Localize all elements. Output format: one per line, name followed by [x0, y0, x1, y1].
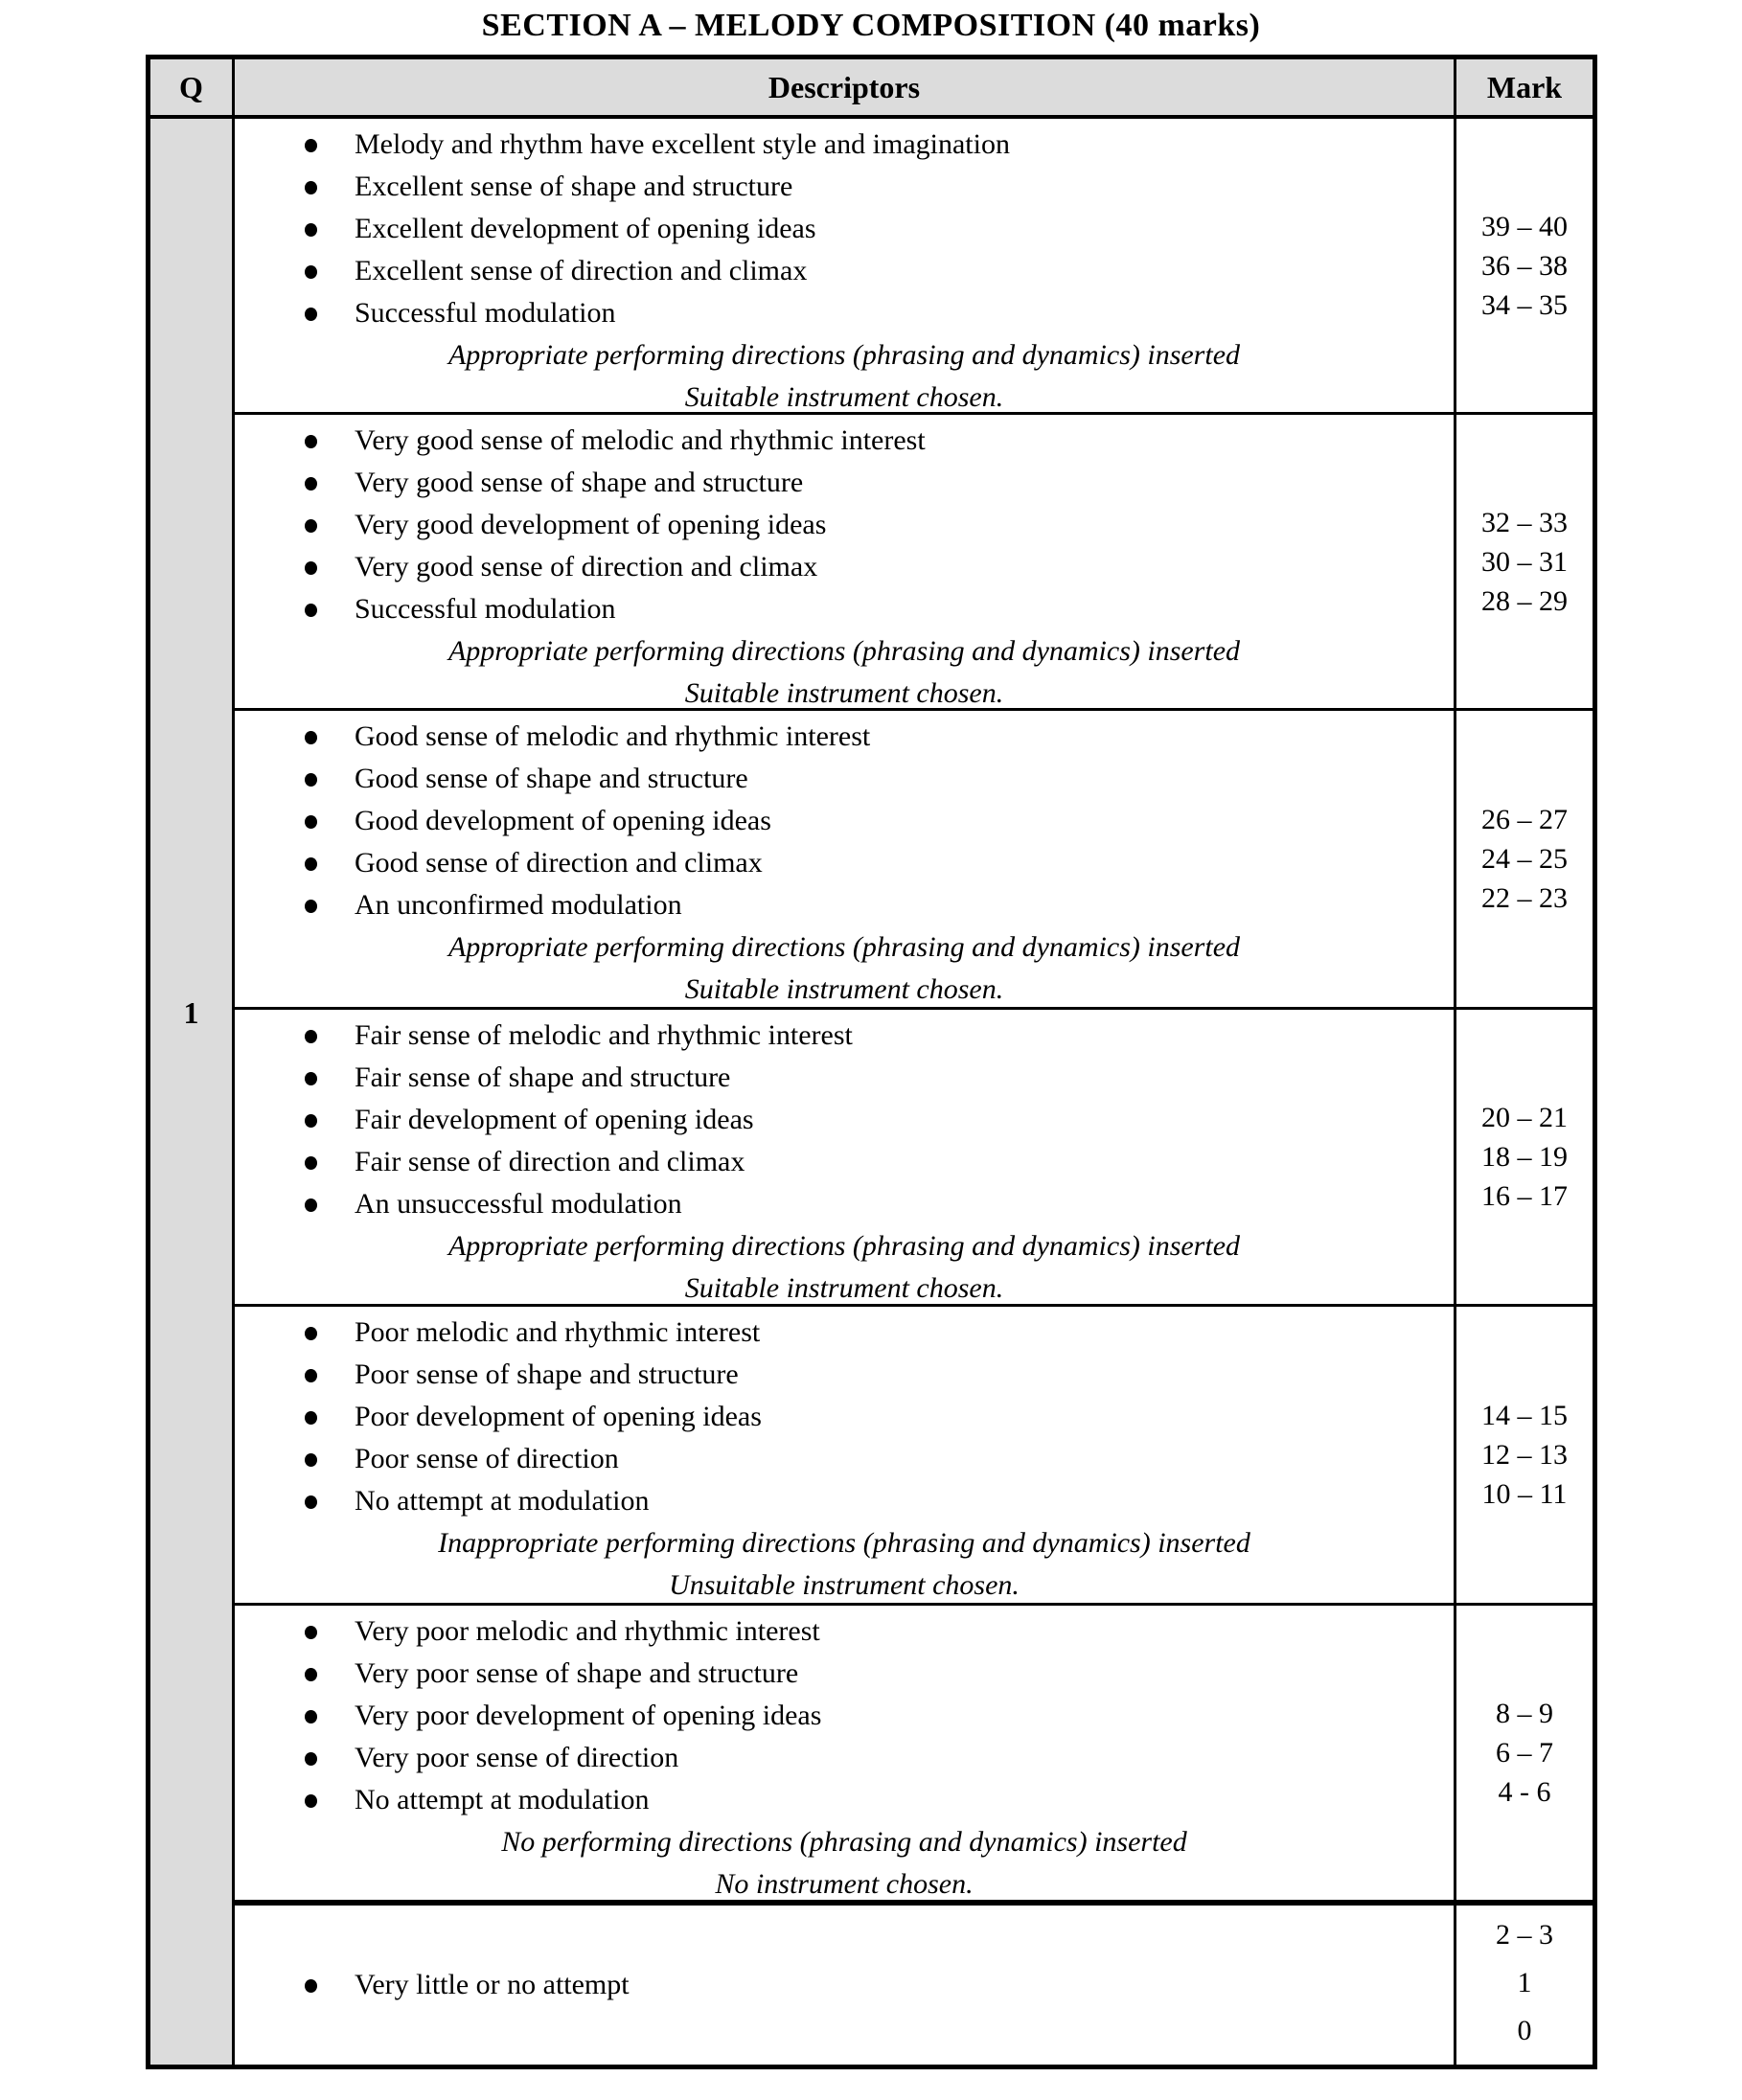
bullet-item: Very good sense of shape and structure: [235, 462, 1454, 504]
mark-cell: [1454, 711, 1593, 1007]
descriptor-row: [235, 1304, 1593, 1603]
bullet-list: [235, 716, 1454, 926]
mark-range: 28 – 29: [1481, 584, 1568, 617]
descriptors-cell: [235, 1906, 1454, 2065]
page-title: SECTION A – MELODY COMPOSITION (40 marks): [481, 8, 1261, 43]
bullet-item: Excellent sense of direction and climax: [235, 250, 1454, 292]
table-header-row: [150, 59, 1593, 119]
descriptor-row: [235, 119, 1593, 412]
bullet-item: Very little or no attempt: [235, 1964, 1454, 2006]
descriptor-row: [235, 1603, 1593, 1900]
descriptors-cell: [235, 711, 1454, 1007]
italic-note-line: No instrument chosen.: [715, 1868, 974, 1900]
mark-range: 0: [1517, 2015, 1532, 2046]
mark-range: 30 – 31: [1481, 545, 1568, 578]
bullet-item: Melody and rhythm have excellent style and imagination: [235, 124, 1454, 166]
bullet-list: [235, 420, 1454, 630]
mark-range: 2 – 3: [1496, 1919, 1553, 1951]
italic-note-line: Inappropriate performing directions (phrasing and dynamics) inserted: [438, 1527, 1250, 1559]
mark-range: 12 – 13: [1481, 1439, 1568, 1471]
bullet-item: Good sense of melodic and rhythmic interest: [235, 716, 1454, 758]
mark-range: 14 – 15: [1481, 1400, 1568, 1431]
descriptors-cell: [235, 119, 1454, 412]
mark-range: 4 - 6: [1498, 1776, 1551, 1808]
question-number: 1: [183, 995, 199, 1030]
italic-note-line: No performing directions (phrasing and dynamics) inserted: [501, 1826, 1187, 1858]
descriptor-rows: [235, 119, 1593, 2065]
italic-note-line: Appropriate performing directions (phrasing and dynamics) inserted: [447, 1230, 1241, 1262]
mark-range: 20 – 21: [1481, 1102, 1568, 1133]
bullet-item: Excellent development of opening ideas: [235, 208, 1454, 250]
mark-cell: [1454, 1307, 1593, 1603]
descriptors-cell: [235, 1307, 1454, 1603]
descriptor-row: [235, 708, 1593, 1007]
bullet-item: Successful modulation: [235, 292, 1454, 334]
mark-range: 32 – 33: [1481, 506, 1568, 538]
bullet-item: Very poor sense of direction: [235, 1737, 1454, 1779]
mark-range: 34 – 35: [1481, 288, 1568, 321]
bullet-item: Very poor development of opening ideas: [235, 1695, 1454, 1737]
bullet-item: Good sense of direction and climax: [235, 842, 1454, 884]
bullet-item: Fair development of opening ideas: [235, 1099, 1454, 1141]
mark-scheme-table: [146, 55, 1597, 2069]
bullet-item: Poor sense of direction: [235, 1438, 1454, 1480]
bullet-list: [235, 124, 1454, 334]
mark-range: 18 – 19: [1481, 1141, 1568, 1173]
bullet-item: An unconfirmed modulation: [235, 884, 1454, 926]
italic-note-line: Suitable instrument chosen.: [684, 677, 1004, 709]
mark-cell: [1454, 415, 1593, 708]
mark-range: 16 – 17: [1481, 1180, 1568, 1212]
mark-range: 39 – 40: [1481, 210, 1568, 242]
italic-note-line: Suitable instrument chosen.: [684, 1272, 1004, 1304]
bullet-list: [235, 1610, 1454, 1821]
bullet-item: Good sense of shape and structure: [235, 758, 1454, 800]
bullet-item: Fair sense of direction and climax: [235, 1141, 1454, 1183]
bullet-item: Very poor sense of shape and structure: [235, 1653, 1454, 1695]
bullet-item: Very good sense of direction and climax: [235, 546, 1454, 588]
italic-note-line: Unsuitable instrument chosen.: [669, 1569, 1020, 1601]
bullet-item: Poor development of opening ideas: [235, 1396, 1454, 1438]
bullet-item: Good development of opening ideas: [235, 800, 1454, 842]
italic-note-line: Suitable instrument chosen.: [684, 381, 1004, 413]
italic-note-line: Appropriate performing directions (phrasing and dynamics) inserted: [447, 931, 1241, 963]
table-body: [150, 119, 1593, 2065]
italic-note-line: Appropriate performing directions (phrasing and dynamics) inserted: [447, 339, 1241, 371]
bullet-item: Fair sense of melodic and rhythmic interest: [235, 1015, 1454, 1057]
mark-range: 24 – 25: [1481, 843, 1568, 875]
mark-range: 10 – 11: [1481, 1478, 1568, 1510]
mark-cell: [1454, 119, 1593, 412]
column-header-mark: Mark: [1454, 59, 1593, 115]
column-header-q: Q: [150, 59, 235, 115]
column-header-descriptors: Descriptors: [768, 69, 921, 104]
descriptors-cell: [235, 1606, 1454, 1900]
mark-range: 36 – 38: [1481, 249, 1568, 282]
mark-range: 26 – 27: [1481, 804, 1568, 835]
mark-range: 6 – 7: [1496, 1737, 1553, 1769]
mark-cell: [1454, 1906, 1593, 2065]
bullet-item: Excellent sense of shape and structure: [235, 166, 1454, 208]
italic-notes: [235, 1225, 1454, 1310]
descriptors-cell: [235, 1010, 1454, 1304]
italic-notes: [235, 630, 1454, 715]
bullet-item: No attempt at modulation: [235, 1480, 1454, 1522]
bullet-item: Poor melodic and rhythmic interest: [235, 1312, 1454, 1354]
bullet-list: [235, 1312, 1454, 1522]
italic-notes: [235, 1821, 1454, 1906]
italic-note-line: Appropriate performing directions (phrasing and dynamics) inserted: [447, 635, 1241, 667]
mark-cell: [1454, 1010, 1593, 1304]
mark-cell: [1454, 1606, 1593, 1900]
mark-range: 8 – 9: [1496, 1698, 1553, 1729]
descriptor-row: [235, 1007, 1593, 1304]
question-number-cell: [150, 119, 235, 2065]
italic-notes: [235, 926, 1454, 1011]
italic-notes: [235, 334, 1454, 419]
bullet-item: Very good development of opening ideas: [235, 504, 1454, 546]
italic-note-line: Suitable instrument chosen.: [684, 973, 1004, 1005]
bullet-item: No attempt at modulation: [235, 1779, 1454, 1821]
mark-range: 22 – 23: [1481, 882, 1568, 914]
descriptor-row: [235, 412, 1593, 708]
bullet-item: Very poor melodic and rhythmic interest: [235, 1610, 1454, 1653]
bullet-list: [235, 1015, 1454, 1225]
mark-range: 1: [1517, 1967, 1532, 1998]
descriptor-row: [235, 1900, 1593, 2065]
bullet-item: Very good sense of melodic and rhythmic interest: [235, 420, 1454, 462]
italic-notes: [235, 1522, 1454, 1607]
bullet-item: An unsuccessful modulation: [235, 1183, 1454, 1225]
bullet-item: Fair sense of shape and structure: [235, 1057, 1454, 1099]
bullet-item: Successful modulation: [235, 588, 1454, 630]
bullet-list: [235, 1964, 1454, 2006]
bullet-item: Poor sense of shape and structure: [235, 1354, 1454, 1396]
descriptors-cell: [235, 415, 1454, 708]
